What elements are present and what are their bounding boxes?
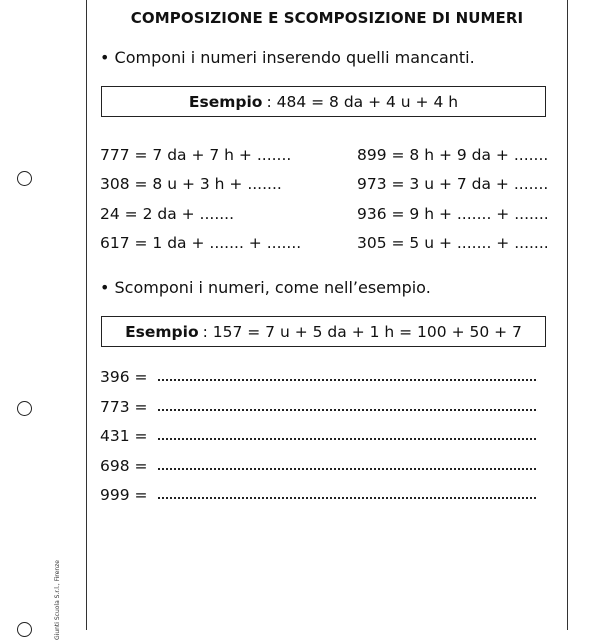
example-text: : 157 = 7 u + 5 da + 1 h = 100 + 50 + 7 <box>202 322 522 341</box>
answer-dotted-line[interactable] <box>158 378 536 381</box>
instruction-decompose: • Scomponi i numeri, come nell’esempio. <box>100 278 431 297</box>
example-box-compose <box>101 86 546 117</box>
number-label: 999 = <box>100 486 148 504</box>
number-label: 396 = <box>100 368 148 386</box>
example-label: Esempio <box>125 322 199 341</box>
example-label: Esempio <box>188 92 263 111</box>
answer-dotted-line[interactable] <box>158 467 536 470</box>
binder-hole <box>17 401 32 416</box>
right-margin-line <box>567 0 568 630</box>
answer-dotted-line[interactable] <box>158 408 536 411</box>
number-label: 698 = <box>100 457 148 475</box>
page-title: COMPOSIZIONE E SCOMPOSIZIONE DI NUMERI <box>130 9 524 27</box>
left-margin-line <box>86 0 87 630</box>
binder-hole <box>17 171 32 186</box>
exercise-line: 777 = 7 da + 7 h + ....... <box>100 146 292 164</box>
answer-dotted-line[interactable] <box>158 437 536 440</box>
example-text: : 484 = 8 da + 4 u + 4 h <box>266 92 459 111</box>
exercise-line: 308 = 8 u + 3 h + ....... <box>100 175 282 193</box>
exercise-line: 973 = 3 u + 7 da + ....... <box>357 175 549 193</box>
number-label: 431 = <box>100 427 148 445</box>
exercise-line: 936 = 9 h + ....... + ....... <box>357 205 549 223</box>
exercise-line: 899 = 8 h + 9 da + ....... <box>357 146 549 164</box>
exercise-line: 24 = 2 da + ....... <box>100 205 235 223</box>
instruction-compose: • Componi i numeri inserendo quelli mancanti. <box>100 48 475 67</box>
exercise-line: 305 = 5 u + ....... + ....... <box>357 234 549 252</box>
number-label: 773 = <box>100 398 148 416</box>
publisher-credit: Giunti Scuola S.r.l., Firenze <box>54 560 61 640</box>
exercise-line: 617 = 1 da + ....... + ....... <box>100 234 302 252</box>
answer-dotted-line[interactable] <box>158 496 536 499</box>
example-box-decompose <box>101 316 546 347</box>
